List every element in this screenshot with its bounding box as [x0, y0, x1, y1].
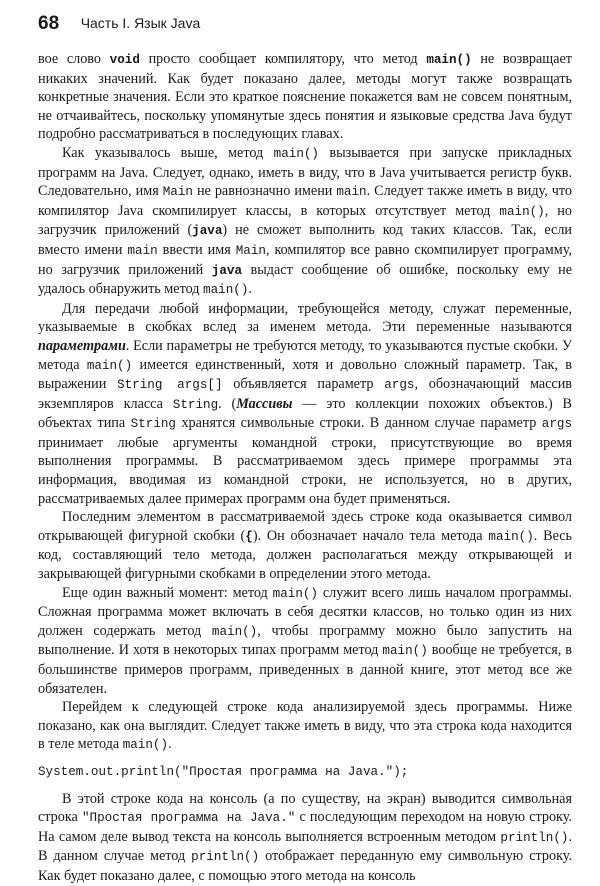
inline-code: String: [172, 397, 219, 412]
text-run: принимает любые аргументы командной строки, присутствующие во время выполнения программы. В рассматриваемом здесь примере программы эта информация, вводимая из командной строки, не используется, но в других, рассматриваемых далее примерах программ она будет применяться.: [38, 434, 572, 507]
inline-code: args: [541, 417, 572, 432]
text-run: ). Он обозначает начало тела метода: [252, 527, 489, 544]
text-run: вое слово: [38, 51, 110, 67]
inline-term: параметрами: [38, 337, 126, 354]
page-number: 68: [38, 13, 60, 34]
text-run: Перейдем к следующей строке кода анализируемой здесь программы. Ниже показано, как она выглядит. Следует также иметь в виду, что эта строка кода находится в теле метода: [38, 699, 572, 753]
inline-code: main(): [488, 529, 534, 544]
text-run: .: [248, 281, 252, 298]
text-run: имеется единственный, хотя и довольно сложный параметр. Так, в выражении: [38, 356, 572, 393]
text-run: Как указывалось выше, метод: [62, 144, 274, 161]
inline-code: String args[]: [117, 378, 223, 393]
paragraph: [38, 50, 572, 144]
book-page: [38, 14, 572, 886]
text-run: выдаст сообщение об ошибке, поскольку ему не удалось обнаружить метод: [38, 261, 573, 298]
text-run: В этой строке кода на консоль (а по существу, на экран) выводится символьная строка: [38, 790, 572, 826]
text-run: . Если параметры не требуются методу, то указываются пустые скобки. У метода: [38, 337, 572, 373]
text-run: ввести имя: [157, 241, 236, 258]
inline-code: {: [245, 529, 253, 544]
code-line: System.out.println("Простая программа на Java.");: [38, 764, 409, 779]
inline-code: main(): [203, 283, 249, 298]
text-run: , обозначающий массив экземпляров класса: [38, 376, 573, 412]
text-run: вообще не требуется, в большинстве примеров программ, приведенных в данной книге, этот метод все же обязателен.: [38, 642, 572, 697]
inline-code: main(): [86, 358, 133, 373]
inline-code: println(): [500, 830, 569, 845]
inline-code: java: [192, 224, 223, 239]
text-run: Еще один важный момент: метод: [62, 584, 273, 601]
page-header: [38, 14, 572, 36]
inline-code: "Простая программа на Java.": [81, 811, 296, 826]
text-run: отображает переданную ему символьную строку. Как будет показано далее, с помощью этого метода на консоль: [38, 848, 572, 884]
inline-code: main(): [122, 738, 169, 753]
text-run: просто сообщает компилятору, что метод: [139, 51, 427, 67]
inline-code: Main: [235, 243, 266, 258]
text-run: . (: [218, 395, 237, 412]
text-run: . Следует также иметь в виду, что компилятор Java скомпилирует классы, в которых отсутствует метод: [38, 183, 572, 219]
inline-code: main: [127, 243, 158, 258]
text-run: ) не сможет выполнить код таких классов. Так, если вместо имени: [38, 222, 572, 258]
inline-code: main(): [382, 644, 428, 659]
text-run: . Весь код, составляющий тело метода, должен располагаться между открывающей и закрывающей фигурными скобками в определении этого метода.: [38, 527, 572, 583]
paragraph: [38, 508, 572, 583]
paragraph: [38, 300, 572, 509]
text-run: Последним элементом в рассматриваемой здесь строке кода оказывается символ открывающей фигурной скобки (: [38, 509, 572, 544]
text-run: служит всего лишь началом программы. Сложная программа может включать в себя десятки классов, но только один из них должен содержать метод: [38, 584, 572, 639]
inline-code: java: [211, 263, 243, 278]
body-text: [38, 50, 572, 886]
inline-code: main(): [499, 204, 545, 219]
inline-code: main(): [211, 624, 258, 639]
text-run: Для передачи любой информации, требующейся методу, служат переменные, указываемые в скобках вслед за именем метода. Эти переменные называются: [38, 300, 572, 336]
running-title: Часть I. Язык Java: [80, 15, 201, 31]
inline-code: main(): [273, 146, 319, 161]
text-run: , но загрузчик приложений (: [38, 202, 572, 239]
text-run: не равнозначно имени: [192, 183, 337, 200]
text-run: , чтобы программу можно было запустить на выполнение. И хотя в некоторых типах программ метод: [38, 622, 572, 659]
inline-code: main(): [426, 53, 472, 67]
inline-code: void: [109, 53, 140, 67]
inline-code: main(): [272, 586, 318, 601]
inline-code: Main: [162, 185, 193, 200]
text-run: объявляется параметр: [222, 376, 385, 393]
text-run: .: [168, 736, 172, 753]
inline-code: args: [384, 378, 415, 393]
text-run: не возвращает никаких значений. Как будет показано далее, методы могут также возвращать конкретные значения. Если это краткое пояснение покажется вам не совсем понятным, не отчаивайтесь, поскольку упомянутые здесь понятия и языковые средства Java будут подробно рассматриваться в последующих главах.: [38, 51, 573, 143]
inline-term: Массивы: [236, 395, 293, 412]
text-run: вызывается при запуске прикладных программ на Java. Следует, однако, иметь в виду, что в Java учитывается регистр букв. Следовательно, имя: [38, 144, 573, 200]
inline-code: String: [130, 417, 176, 432]
text-run: хранятся символьные строки. В данном случае параметр: [176, 415, 542, 432]
paragraph: [38, 698, 572, 755]
inline-code: println(): [191, 850, 260, 865]
text-run: . В данном случае метод: [38, 828, 572, 865]
paragraph: [38, 144, 572, 300]
inline-code: main: [336, 185, 367, 200]
paragraph: [38, 584, 572, 699]
text-run: с последующим переходом на новую строку. На самом деле вывод текста на консоль выполняется встроенным методом: [38, 809, 572, 845]
text-run: — это коллекции похожих объектов.) В объектах типа: [38, 395, 572, 432]
paragraph: [38, 790, 572, 886]
text-run: , компилятор все равно скомпилирует программу, но загрузчик приложений: [38, 241, 572, 278]
